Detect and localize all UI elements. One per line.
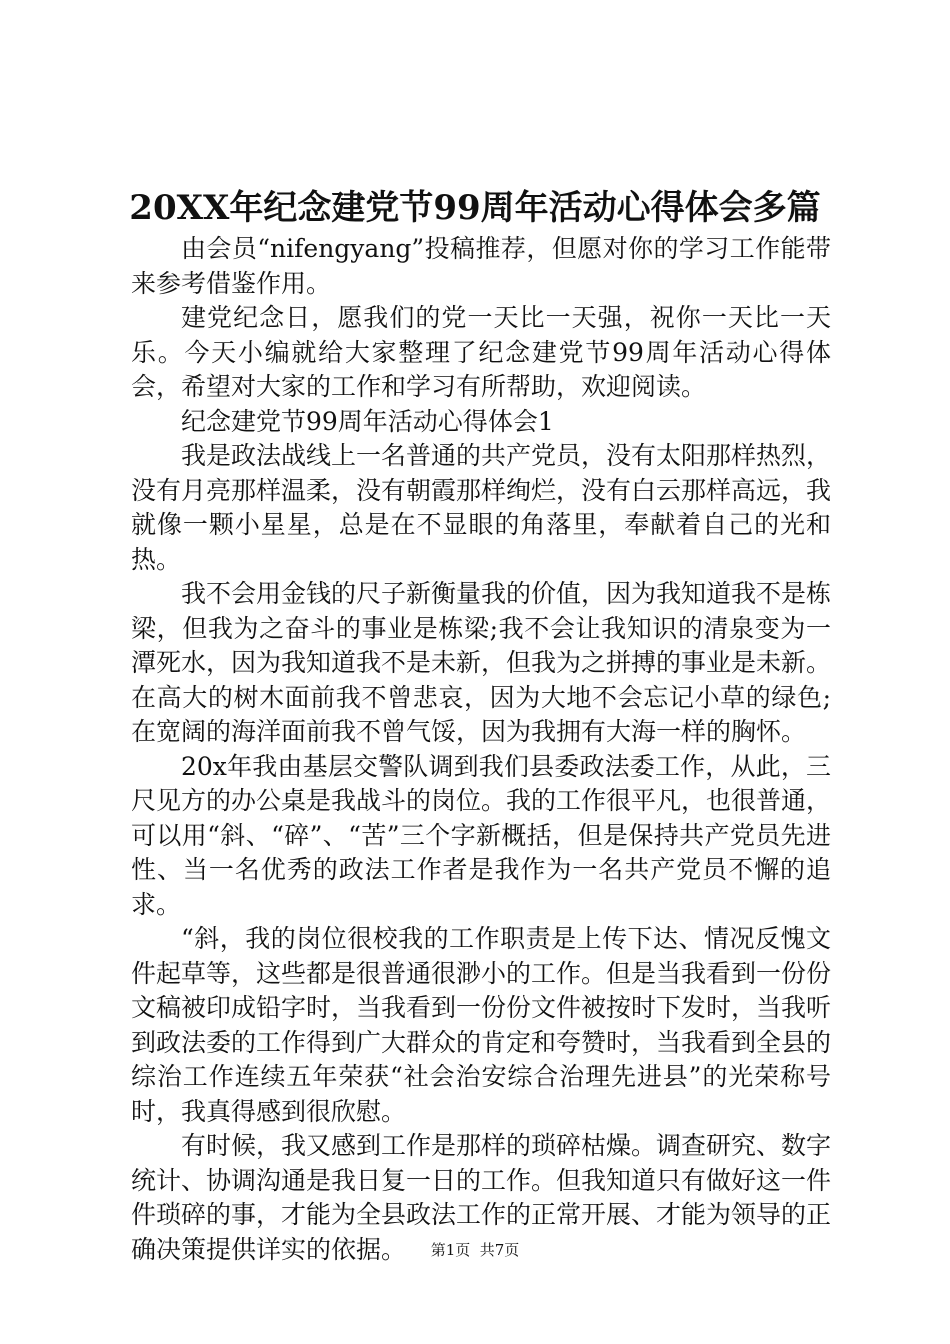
section-heading-1: 纪念建党节99周年活动心得体会1 [181,406,554,436]
paragraph-body: 有时候，我又感到工作是那样的琐碎枯燥。调查研究、数字统计、协调沟通是我日复一日的工作。但我知道只有做好这一件件琐碎的事，才能为全县政法工作的正常开展、才能为领导的正确决策提供详实的依据。 [131,1131,832,1264]
document-body [131,232,831,1267]
paragraph-greeting: 建党纪念日，愿我们的党一天比一天强，祝你一天比一天乐。今天小编就给大家整理了纪念建党节99周年活动心得体会，希望对大家的工作和学习有所帮助，欢迎阅读。 [131,303,831,401]
paragraph-body: 20x年我由基层交警队调到我们县委政法委工作，从此，三尺见方的办公桌是我战斗的岗位。我的工作很平凡，也很普通，可以用“斜、“碎”、“苦”三个字新概括，但是保持共产党员先进性、当一名优秀的政法工作者是我作为一名共产党员不懈的追求。 [131,751,832,919]
paragraph-body: 我是政法战线上一名普通的共产党员，没有太阳那样热烈，没有月亮那样温柔，没有朝霞那样绚烂，没有白云那样高远，我就像一颗小星星，总是在不显眼的角落里，奉献着自己的光和热。 [131,441,832,574]
paragraph-body: 我不会用金钱的尺子新衡量我的价值，因为我知道我不是栋梁，但我为之奋斗的事业是栋梁;我不会让我知识的清泉变为一潭死水，因为我知道我不是未新，但我为之拼搏的事业是未新。在高大的树木面前我不曾悲哀，因为大地不会忘记小草的绿色;在宽阔的海洋面前我不曾气馁，因为我拥有大海一样的胸怀。 [131,579,832,746]
document-title: 20XX年纪念建党节99周年活动心得体会多篇 [129,188,821,228]
paragraph-body: “斜，我的岗位很校我的工作职责是上传下达、情况反愧文件起草等，这些都是很普通很渺小的工作。但是当我看到一份份文稿被印成铅字时，当我看到一份份文件被按时下发时，当我听到政法委的工作得到广大群众的肯定和夸赞时，当我看到全县的综治工作连续五年荣获“社会治安综合治理先进县”的光荣称号时，我真得感到很欣慰。 [131,924,832,1126]
page-number-footer: 第1页 共7页 [430,1241,520,1259]
paragraph-intro-note: 由会员“nifengyang”投稿推荐，但愿对你的学习工作能带来参考借鉴作用。 [131,234,831,298]
